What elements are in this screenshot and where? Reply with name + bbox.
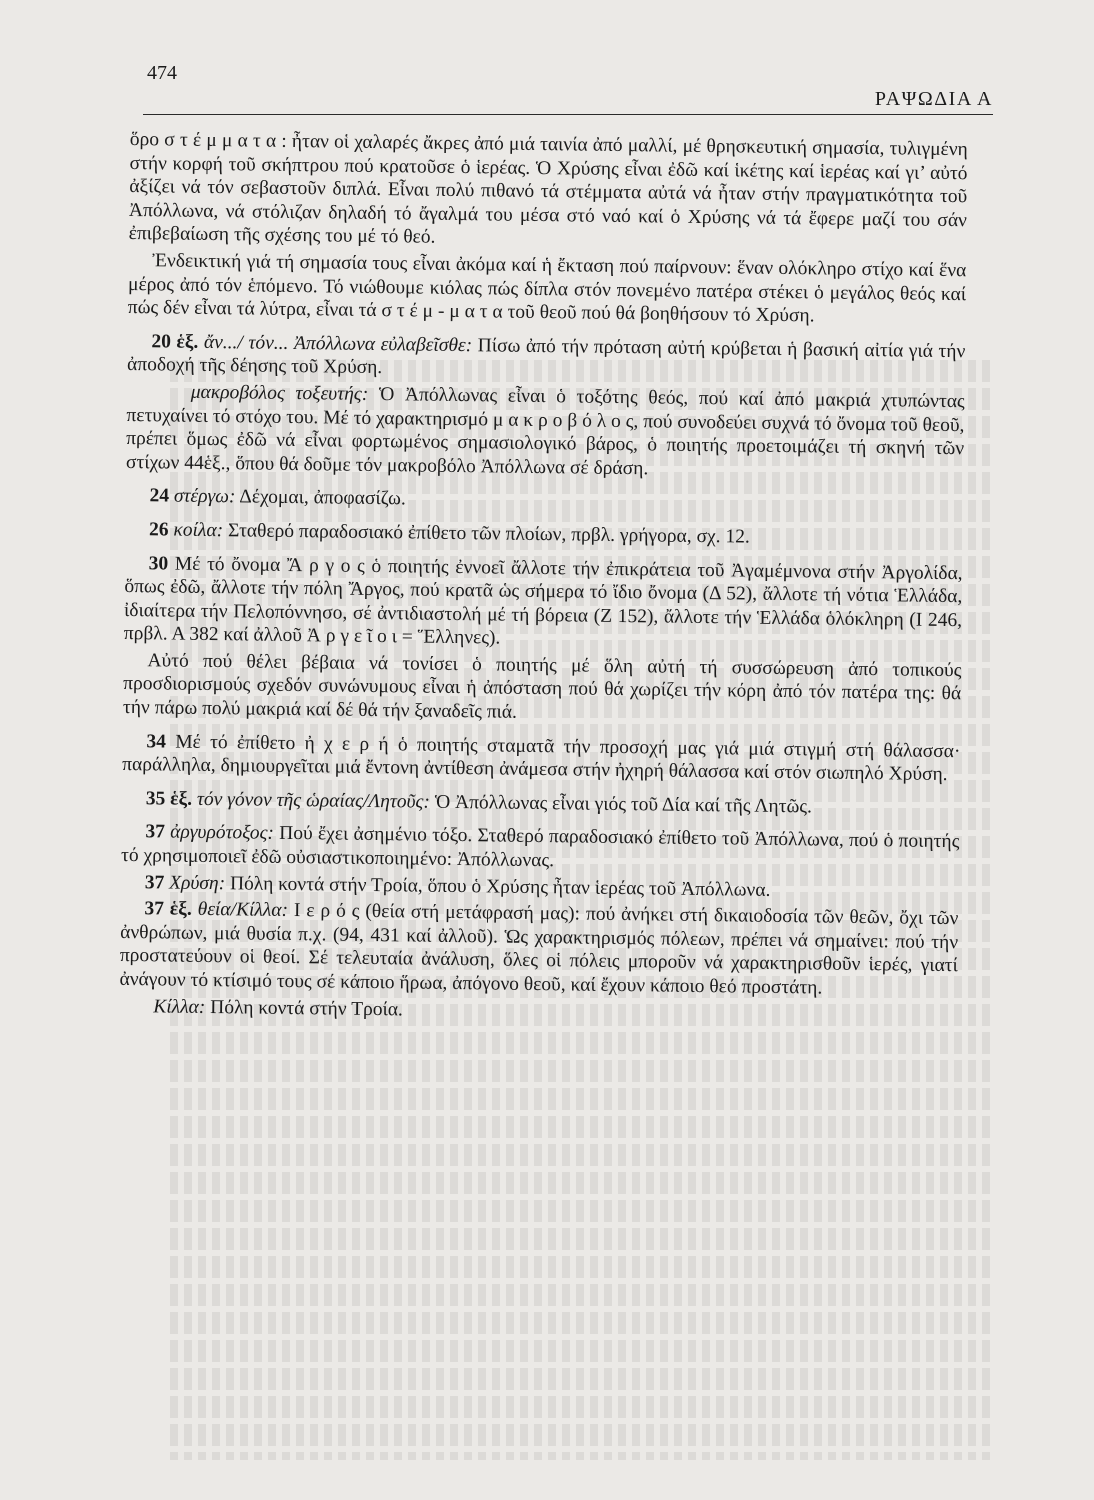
paragraph-text: Σταθερό παραδοσιακό ἐπίθετο τῶν πλοίων, πρβλ. γρήγορα, σχ. 12. <box>227 520 750 548</box>
paragraph-text: Μέ τό ἐπίθετο ἠ χ ε ρ ή ὁ ποιητής σταματᾶ τήν προσοχή μας γιά μιά στιγμή στή θάλασσα· παράλληλα, δημιουργεῖται μιά ἔντονη ἀντίθεση ἀνάμεσα στήν ἠχηρή θάλασσα καί στόν σιωπηλό Χρύση. <box>122 731 961 786</box>
line-reference: 37 <box>144 871 165 894</box>
paragraph <box>121 820 960 877</box>
paragraph-text: Πόλη κοντά στήν Τροία. <box>210 996 404 1020</box>
paragraph <box>122 730 961 787</box>
lemma: Κίλλα: <box>153 995 206 1018</box>
paragraph <box>123 649 962 730</box>
paragraph-text: Αὐτό πού θέλει βέβαια νά τονίσει ὁ ποιητής μέ ὅλη αὐτή τή συσσώρευση ἀπό τοπικούς προσδιορισμούς σχεδόν συνώνυμους εἶναι ἡ ἀπόσταση πού θά χωρίζει τήν κόρη ἀπό τόν πατέρα της: θά τήν πάρω πολύ μακριά καί δέ θά τήν ξαναδεῖς πιά. <box>122 650 962 723</box>
paragraph-text: Πίσω ἀπό τήν πρόταση αὐτή κρύβεται ἡ βασική αἰτία γιά τήν ἀποδοχή τῆς δέησης τοῦ Χρύση. <box>126 335 966 379</box>
lemma: στέργω: <box>173 485 236 508</box>
paragraph <box>129 128 968 256</box>
paragraph <box>126 380 965 485</box>
page-number: 474 <box>147 62 177 84</box>
lemma: θεία/Κίλλα: <box>197 899 289 922</box>
paragraph-text: Πού ἔχει ἀσημένιο τόξο. Σταθερό παραδοσιακό ἐπίθετο τοῦ Ἀπόλλωνα, πού ὁ ποιητής τό χρησιμοποιεῖ ἐδῶ οὐσιαστικοποιημένο: Ἀπόλλωνας. <box>120 823 960 872</box>
paragraph <box>122 787 960 821</box>
line-reference: 37 ἑξ. <box>144 898 192 921</box>
paragraph-text: Ὁ Ἀπόλλωνας εἶναι γιός τοῦ Δία καί τῆς Λητῶς. <box>434 791 813 818</box>
paragraph-text: ὅρο σ τ έ μ μ α τ α : ἦταν οἱ χαλαρές ἄκρες ἀπό μιά ταινία ἀπό μαλλί, μέ θρησκευτική σημασία, τυλιγμένη στήν κορφή τοῦ σκήπτρου πού κρατοῦσε ὁ ἱερέας. Ὁ Χρύσης εἶναι ἐδῶ καί ἱκέτης καί ἱερέας καί γι’ αὐτό ἀξίζει νά τόν σεβαστοῦν διπλά. Εἶναι πολύ πιθανό τά στέμματα αὐτά νά ἦταν στήν πραγματικότητα τοῦ Ἀπόλλωνα, νά στόλιζαν δηλαδή τό ἄγαλμά του μέσα στό ναό καί ὁ Χρύσης νά τά ἔφερε μαζί του σάν ἐπιβεβαίωση τῆς σχέσης του μέ τό θεό. <box>128 128 968 249</box>
paragraph-text: Ὁ Ἀπόλλωνας εἶναι ὁ τοξότης θεός, πού καί ἀπό μακριά χτυπώντας πετυχαίνει τό στόχο του. Μέ τό χαρακτηρισμό μ α κ ρ ο β ό λ ο ς, πού συνοδεύει συχνά τό ὄνομα τοῦ θεοῦ, πρέπει ὅμως ἐδῶ νά εἶναι φορτωμένος σημασιολογικό βάρος, ὁ ποιητής προετοιμάζει τή σκηνή τῶν στίχων 44ἑξ., ὅπου θά δοῦμε τόν μακροβόλο Ἀπόλλωνα σέ δράση. <box>125 383 965 480</box>
lemma: Χρύση: <box>169 872 226 894</box>
paragraph <box>128 249 967 330</box>
line-reference: 26 <box>148 519 169 541</box>
running-title: ΡΑΨΩΔΙΑ Α <box>874 88 993 110</box>
line-reference: 35 ἑξ. <box>145 788 193 810</box>
paragraph <box>127 330 966 387</box>
paragraph-text: Πόλη κοντά στήν Τροία, ὅπου ὁ Χρύσης ἦταν ἱερέας τοῦ Ἀπόλλωνα. <box>229 872 771 901</box>
commentary-text <box>114 128 968 1428</box>
line-reference: 34 <box>146 730 167 753</box>
lemma: ἄν.../ τόν... Ἀπόλλωνα εὐλαβεῖσθε: <box>203 331 473 356</box>
lemma: τόν γόνον τῆς ὡραίας/Λητοῦς: <box>196 788 431 813</box>
line-reference: 30 <box>148 552 169 574</box>
header-rule <box>143 114 993 115</box>
line-reference: 20 ἑξ. <box>151 331 199 353</box>
paragraph <box>119 897 958 1002</box>
paragraph-text: Ἐνδεικτική γιά τή σημασία τους εἶναι ἀκόμα καί ἡ ἔκταση πού παίρνουν: ἕναν ολόκληρο στίχο καί ἕνα μέρος ἀπό τόν ἑπόμενο. Τό νιώθουμε κιόλας πώς δίπλα στόν πονεμένο πατέρα στέκει ὁ μεγάλος θεός καί πώς δέν εἶναι τά λύτρα, εἶναι τά σ τ έ μ - μ α τ α τοῦ θεοῦ πού θά βοηθήσουν τό Χρύση. <box>127 250 967 327</box>
paragraph-text: Δέχομαι, ἀποφασίζω. <box>239 486 406 510</box>
page-header <box>143 62 993 114</box>
paragraph <box>125 484 963 518</box>
lemma: ἀργυρότοξος: <box>170 821 275 845</box>
paragraph <box>124 551 963 656</box>
lemma: μακροβόλος τοξευτής: <box>190 381 369 405</box>
line-reference: 24 <box>149 485 170 507</box>
paragraph-text: Ι ε ρ ό ς (θεία στή μετάφρασή μας): πού ἀνήκει στή δικαιοδοσία τῶν θεῶν, ὄχι τῶν ἀνθρώπων, μιά θυσία π.χ. (94, 431 καί ἀλλοῦ). Ὡς χαρακτηρισμός πόλεων, πρέπει νά σημαίνει: πού τήν προστατεύουν οἱ θεοί. Σέ τελευταία ἀνάλυση, ὅλες οἱ πόλεις μποροῦν νά χαρακτηρισθοῦν ἱερές, γιατί ἀνάγουν τό κτίσιμό τους σέ κάποιο ἥρωα, ἀπόγονο θεοῦ, καί ἔχουν κάποιο θεό προστάτη. <box>119 900 959 999</box>
line-reference: 37 <box>145 821 166 843</box>
lemma: κοίλα: <box>173 519 224 542</box>
paragraph-text: Μέ τό ὄνομα Ἄ ρ γ ο ς ὁ ποιητής ἐννοεῖ ἄλλοτε τήν ἐπικράτεια τοῦ Ἀγαμέμνονα στήν Ἀργολίδα, ὅπως ἐδῶ, ἄλλοτε τήν πόλη Ἄργος, πού κρατᾶ ὡς σήμερα τό ἴδιο ὄνομα (Δ 52), ἄλλοτε τή νότια Ἑλλάδα, ἰδιαίτερα τήν Πελοπόννησο, σέ ἀντιδιαστολή μέ τή βόρεια (Ζ 152), ἄλλοτε τήν Ἑλλάδα ὁλόκληρη (Ι 246, πρβλ. Α 382 καί ἀλλοῦ Ἀ ρ γ ε ῖ ο ι = Ἕλληνες). <box>123 553 963 649</box>
paragraph <box>125 518 963 552</box>
